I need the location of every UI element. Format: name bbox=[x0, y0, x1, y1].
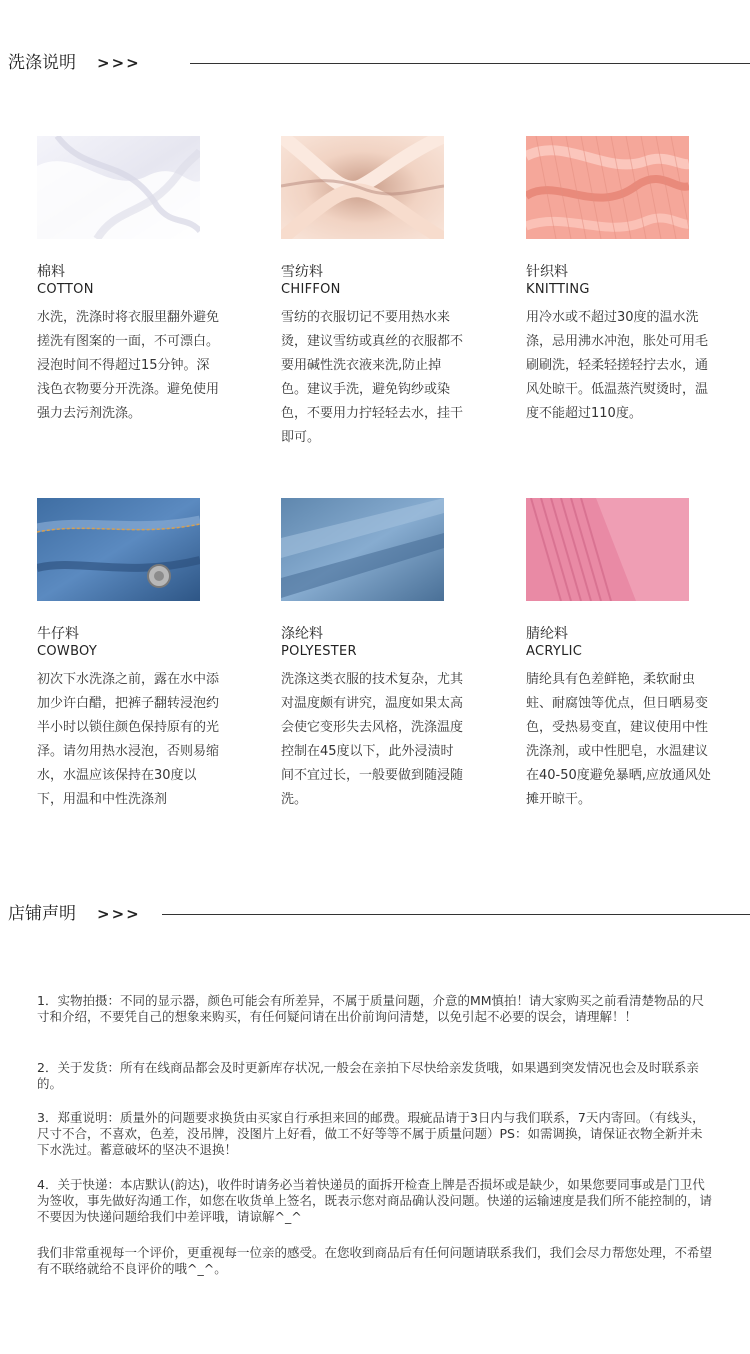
wash-section-header bbox=[0, 51, 750, 81]
coral-knit-fabric-image bbox=[526, 136, 689, 239]
fabric-description: 腈纶具有色差鲜艳，柔软耐虫蛀、耐腐蚀等优点，但日晒易变色，受热易变直，建议使用中性洗涤剂，或中性肥皂，水温建议在40-50度避免暴晒,应放通风处摊开晾干。 bbox=[526, 672, 711, 807]
notice-text: 1．实物拍摄：不同的显示器，颜色可能会有所差异，不属于质量问题，介意的MM慎拍！请大家购买之前看清楚物品的尺寸和介绍，不要凭自己的想象来购买，有任何疑问请在出价前询问清楚，以免引起不必要的误会，请理解！！ bbox=[37, 993, 705, 1024]
fabric-name-en: KNITTING bbox=[526, 282, 590, 297]
fabric-name-cn: 牛仔料 bbox=[37, 626, 79, 642]
notice-text: 2．关于发货：所有在线商品都会及时更新库存状况,一般会在亲拍下尽快给亲发货哦，如果遇到突发情况也会及时联系亲的。 bbox=[37, 1060, 699, 1091]
peach-chiffon-fabric-image bbox=[281, 136, 444, 239]
shop-section-title: 店铺声明 bbox=[8, 904, 76, 924]
fabric-name-en: COWBOY bbox=[37, 644, 98, 659]
wash-section-arrows: >>> bbox=[97, 54, 141, 72]
fabric-name-cn: 涤纶料 bbox=[281, 626, 323, 642]
fabric-description: 初次下水洗涤之前，露在水中添加少许白醋，把裤子翻转浸泡约半小时以锁住颜色保持原有的光泽。请勿用热水浸泡，否则易缩水，水温应该保持在30度以下，用温和中性洗涤剂 bbox=[37, 672, 220, 807]
white-cotton-fabric-image bbox=[37, 136, 200, 239]
wash-section-title: 洗涤说明 bbox=[8, 53, 76, 73]
fabric-card-knitting bbox=[526, 136, 726, 426]
fabric-name-cn: 棉料 bbox=[37, 264, 65, 280]
fabric-name-en: COTTON bbox=[37, 282, 94, 297]
notice-text: 我们非常重视每一个评价，更重视每一位亲的感受。在您收到商品后有任何问题请联系我们，我们会尽力帮您处理，不希望有不联络就给不良评价的哦^_^。 bbox=[37, 1245, 713, 1276]
fabric-description: 雪纺的衣服切记不要用热水来烫，建议雪纺或真丝的衣服都不要用碱性洗衣液来洗,防止掉色。建议手洗，避免钩纱或染色，不要用力拧轻轻去水，挂干即可。 bbox=[281, 310, 464, 445]
fabric-name-cn: 雪纺料 bbox=[281, 264, 323, 280]
shop-section-divider bbox=[162, 914, 750, 915]
fabric-description: 用冷水或不超过30度的温水洗涤，忌用沸水冲泡，胀处可用毛刷刷洗，轻柔轻搓轻拧去水，通风处晾干。低温蒸汽熨烫时，温度不能超过110度。 bbox=[526, 310, 709, 421]
shop-section-header bbox=[0, 902, 750, 932]
wash-section-divider bbox=[190, 63, 750, 64]
fabric-description: 水洗，洗涤时将衣服里翻外避免搓洗有图案的一面，不可漂白。浸泡时间不得超过15分钟。深浅色衣物要分开洗涤。避免使用强力去污剂洗涤。 bbox=[37, 310, 220, 421]
blue-polyester-fabric-image bbox=[281, 498, 444, 601]
notice-photography bbox=[37, 993, 713, 1025]
denim-jeans-fabric-image bbox=[37, 498, 200, 601]
notice-text: 3．郑重说明：质量外的问题要求换货由买家自行承担来回的邮费。瑕疵品请于3日内与我们联系，7天内寄回。（有线头，尺寸不合，不喜欢，色差，没吊牌，没图片上好看，做工不好等等不属于质量问题）PS：如需调换，请保证衣物全新并未下水洗过。蓄意破坏的坚决不退换！ bbox=[37, 1110, 705, 1157]
notice-shipping bbox=[37, 1060, 713, 1092]
fabric-name-en: CHIFFON bbox=[281, 282, 341, 297]
fabric-card-cowboy bbox=[37, 498, 237, 812]
fabric-name-cn: 针织料 bbox=[526, 264, 568, 280]
fabric-card-acrylic bbox=[526, 498, 726, 812]
fabric-card-polyester bbox=[281, 498, 481, 812]
fabric-name-en: POLYESTER bbox=[281, 644, 357, 659]
notice-feedback bbox=[37, 1245, 713, 1277]
fabric-name-cn: 腈纶料 bbox=[526, 626, 568, 642]
fabric-card-chiffon bbox=[281, 136, 481, 450]
shop-section-arrows: >>> bbox=[97, 905, 141, 923]
fabric-name-en: ACRYLIC bbox=[526, 644, 583, 659]
fabric-card-cotton bbox=[37, 136, 237, 426]
notice-exchange bbox=[37, 1110, 713, 1158]
pink-acrylic-knit-image bbox=[526, 498, 689, 601]
fabric-description: 洗涤这类衣服的技术复杂，尤其对温度颇有讲究，温度如果太高会使它变形失去风格，洗涤温度控制在45度以下，此外浸渍时间不宜过长，一般要做到随浸随洗。 bbox=[281, 672, 464, 807]
notice-courier bbox=[37, 1177, 713, 1225]
notice-text: 4．关于快递：本店默认(韵达)，收件时请务必当着快递员的面拆开检查上牌是否损坏或是缺少，如果您要同事或是门卫代为签收，事先做好沟通工作，如您在收货单上签名，既表示您对商品确认没问题。快递的运输速度是我们所不能控制的，请不要因为快递问题给我们中差评哦，请谅解^_^ bbox=[37, 1177, 713, 1224]
